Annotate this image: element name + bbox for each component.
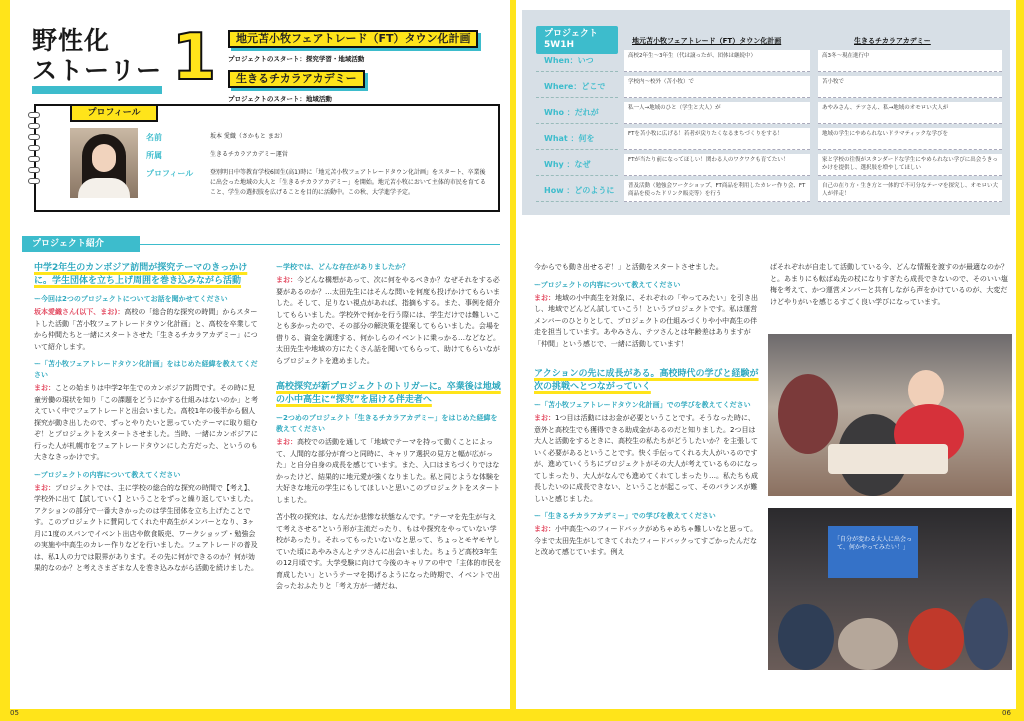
story-title [32, 26, 172, 94]
profile-photo [70, 128, 138, 198]
right-page [516, 0, 1016, 709]
col2-headline: 高校探究が新プロジェクトのトリガーに。卒業後は地域の小中高生に“探究”を届ける伴走者へ [276, 382, 501, 405]
left-page [10, 0, 510, 709]
col3-answer-5: まお：1つ目は活動にはお金が必要ということです。そうなった時に、意外と高校生でも獲得できる助成金があるのだと知りました。2つ目は大人と活動をするときに、高校生の私たちがどうしたいか？を主張していく必要があるということです。快く手伝ってくれる大人がいるのですが、進めていくうちにプロジェクトがその大人が考えているものになってしまったり、大人がなんでも進めてくれてしまったり…。私たちも成長したいのに成長できない、ということが起こって、そのバランスが難しいと感じました。 [534, 414, 758, 503]
col2-answer-3: 苫小牧の探究は、なんだか悲惨な状態なんです。“テーマを先生が与えて考えさせる”という形が主流だったり、もはや探究をやっていない学校があったり。それってもったいないなと思って、ちょっとモヤモヤしていた頃にあやみさんとテツさんに出会いました。ちょうど高校3年生の12月頃です。大学受験に向けて今後のキャリアの中で「主体的市民を育成したい」というテーマを掲げるようになった時期で、イベントで出会ったおふたりと「考え方が一緒だね、 [276, 513, 502, 590]
col2-question-2: ー2つめのプロジェクト「生きるチカラアカデミー」をはじめた経緯を教えてください [276, 414, 498, 433]
page-number-left: 05 [10, 709, 19, 717]
event-photo [768, 508, 1012, 670]
col3-question-5: ー「苫小牧フェアトレードタウン化計画」での学びを教えてください [534, 401, 751, 409]
col1-question-1: ー今回は2つのプロジェクトについてお話を聞かせてください [34, 295, 228, 303]
profile-bio-label: プロフィール [146, 169, 194, 178]
column-2 [276, 262, 502, 599]
col3-answer-cont: 今からでも動き出せるぞ！」と活動をスタートさせました。 [534, 263, 723, 271]
profile-org-label: 所属 [146, 151, 162, 160]
w5h1-col2-head: 生きるチカラアカデミー [854, 37, 931, 45]
profile-card [34, 104, 500, 212]
profile-label: プロフィール [70, 104, 158, 122]
w5h1-row-when: When：いつ 高校2年生～3年生（代は譲ったが、団体は継続中） 高3冬～現在進行中 [536, 50, 1002, 75]
col3-answer-6: まお：小中高生へのフィードバックがめちゃめちゃ難しいなと思って。今まで太田先生がしてきてくれたフィードバックってすごかったんだなと改めて感じています。例え [534, 525, 758, 556]
col1-answer-1: 坂本愛織さん(以下、まお)：高校の「総合的な探究の時間」からスタートした活動「苫小牧フェアトレードタウン化計画」と、高校を卒業してから仲間たちと一緒にスタートさせた「生きるチカラアカデミー」について紹介します。 [34, 308, 258, 351]
column-1 [34, 262, 258, 581]
col3-question-6: ー「生きるチカラアカデミー」での学びを教えてください [534, 512, 716, 520]
profile-bio-value: 登別明日中等教育学校6回生(高1)時に「地元苫小牧フェアトレードタウン化計画」をスタート、卒業後に出会った地域の大人と「生きるチカラアカデミー」を開始。地元苫小牧において主体的市民を育てること、学生の選択肢を広げることを目的に活動中。この秋、大学進学予定。 [210, 169, 486, 196]
speaker-label: まお： [34, 483, 55, 492]
project1-start: プロジェクトのスタート：探究学習・地域活動 [228, 55, 365, 63]
col1-answer-3: まお：プロジェクトでは、主に学校の総合的な探究の時間で【考え】、学校外に出て【試していく】ということをずっと繰り返していました。アクションの部分で一番大きかったのは学生団体を立ち上げたことです。このプロジェクトに賛同してくれた中高生がメンバーとなり、3ヶ月に1度のスパンでイベント出店や飲食販売、ワークショップ・勉強会の実施や中高生のカレー作りなどを行いました。フェアトレードの普及は、私1人の力では限界があります。その先に何ができるのか？何が効果的なのか？と考えさまざまな人を巻き込みながら活動を続けました。 [34, 483, 258, 572]
col3-headline: アクションの先に成長がある。高校時代の学びと経験が次の挑戦へとつながっていく [534, 369, 759, 392]
col1-headline: 中学2年生のカンボジア訪問が探究テーマのきっかけに。学生団体を立ち上げ周囲を巻き込みながら活動 [34, 263, 248, 286]
col1-question-2: ー「苫小牧フェアトレードタウン化計画」をはじめた経緯を教えてください [34, 360, 258, 379]
profile-name-value: 坂本 愛織（さかもと まお） [210, 133, 286, 140]
speaker-label: まお： [534, 525, 555, 533]
notebook-rings [28, 112, 42, 189]
w5h1-col1-head: 地元苫小牧フェアトレード（FT）タウン化計画 [632, 37, 782, 45]
workshop-photo [768, 334, 1012, 496]
col4-text: ばそれぞれが自走して活動している今、どんな情報を渡すのが最適なのか？と。あまりにも転ばぬ先の杖になりすぎたら成長できないので、そのいい塩梅を考えて、かつ運営メンバーと共有しながら声をかけているのが、大変だけどやりがいを感じるすごく良い学びになっています。 [770, 263, 1008, 306]
column-3 [534, 262, 760, 565]
profile-name-label: 名前 [146, 133, 162, 142]
col2-question-1: ー学校では、どんな存在がありましたか？ [276, 263, 409, 271]
section-rule [140, 244, 500, 245]
speaker-label: まお： [534, 414, 555, 422]
speaker-label: まお： [276, 438, 297, 446]
section-title: プロジェクト紹介 [22, 236, 140, 252]
w5h1-row-where: Where：どこで 学校内～校外（苫小牧）で 苫小牧で [536, 76, 1002, 101]
project2-start: プロジェクトのスタート：地域活動 [228, 95, 332, 103]
profile-org-value: 生きるチカラアカデミー運営 [210, 151, 288, 158]
story-title-line2: ストーリー [32, 56, 162, 94]
col2-answer-1: まお：今どんな構想があって、次に何をやるべきか？なぜそれをする必要があるのか？…太田先生にはそんな問いを何度も投げかけてもらいました。そして、足りない視点があれば、指摘もする。また、事例を紹介してもらいました。学校外で何かを行う際には、学生だけでは難しいことも多かったので、その部分の解決策を提案してもらいました。会場を借りる、資金を調達する、何かしらのイベントに乗っかる…などなど。太田先生や地域の方にたくさん話を聞いてもらって、助けてもらいながらプロジェクトを進めました。 [276, 276, 500, 365]
project2-name: 生きるチカラアカデミー [228, 70, 365, 88]
column-4 [770, 262, 1010, 314]
speaker-label: 坂本愛織さん(以下、まお)： [34, 308, 125, 316]
col2-answer-2: まお：高校での活動を通して「地域でテーマを持って動くことによって、人間的な部分が育つと同時に、キャリア選択の見方と幅が広がった」と自分自身の成長を感じています。また、入口はまちづくりではなかったけど、結果的に地元愛が強くなりました。私と同じような体験を大好きな地元の学生にもしてほしいと思いこのプロジェクトをスタートしました。 [276, 438, 500, 504]
w5h1-badge: プロジェクト 5W1H [536, 26, 618, 54]
story-title-line1: 野性化 [32, 26, 111, 55]
col3-answer-4: まお：地域の小中高生を対象に、それぞれの「やってみたい」を引き出し、地域でどんどん試していこう！というプロジェクトです。私は運営メンバーのひとりとして、プロジェクトの仕組みづくりや小中高生の伴走を担当しています。あやみさん、テツさんとは年齢差はありますが「仲間」という感じで、一緒に活動しています！ [534, 293, 758, 348]
w5h1-row-how: How ：どのように 普及活動（勉強会ワークショップ、FT商品を利用したカレー作り会、FT商品を使ったドリンク販売等）を行う 自己の在り方・生き方と一体的で不可分なテーマを探究し、オモロい大人が伴走！ [536, 180, 1002, 205]
col3-question-4: ープロジェクトの内容について教えてください [534, 280, 681, 289]
w5h1-row-why: Why ：なぜ FTが当たり前になってほしい！関わる人のワクワクも育てたい！ 家と学校の往復がスタンダードな学生にやめられない学びに出会うきっかけを提供し、選択肢を増やしてほしい [536, 154, 1002, 179]
w5h1-table [522, 10, 1010, 215]
w5h1-row-who: Who ：だれが 私一人→地域のひと（学生と大人）が あやみさん、テツさん、私→地域のオモロい大人が [536, 102, 1002, 127]
page-number-right: 06 [1002, 709, 1011, 717]
project1-name: 地元苫小牧フェアトレード（FT）タウン化計画 [228, 30, 478, 48]
speaker-label: まお： [276, 276, 297, 284]
w5h1-row-what: What ：何を FTを苫小牧に広げる！若者が戻りたくなるまちづくりをする！ 地域の学生にやめられないドラマティックな学びを [536, 128, 1002, 153]
speaker-label: まお： [534, 293, 555, 302]
speaker-label: まお： [34, 384, 55, 392]
col1-question-3: ープロジェクトの内容について教えてください [34, 470, 181, 479]
col1-answer-2: まお：ことの始まりは中学2年生でのカンボジア訪問です。その時に児童労働の現状を知り「この課題をどうにかする仕組みはないのか」と考えていく中でフェアトレードと出会いました。高校1年の後半から個人探究が動き出したので、ずっとやりたいと思っていたテーマに取り組むぞ！とプロジェクトをスタートさせました。当時、一緒にカンボジアに行った人が札幌市をフェアトレードタウンにした方だった、というのも大きなきっかけです。 [34, 384, 258, 461]
story-number: 1 [171, 21, 217, 95]
event-screen-text: 「自分が変わる大人に出会って、何かやってみたい！」 [828, 526, 918, 578]
